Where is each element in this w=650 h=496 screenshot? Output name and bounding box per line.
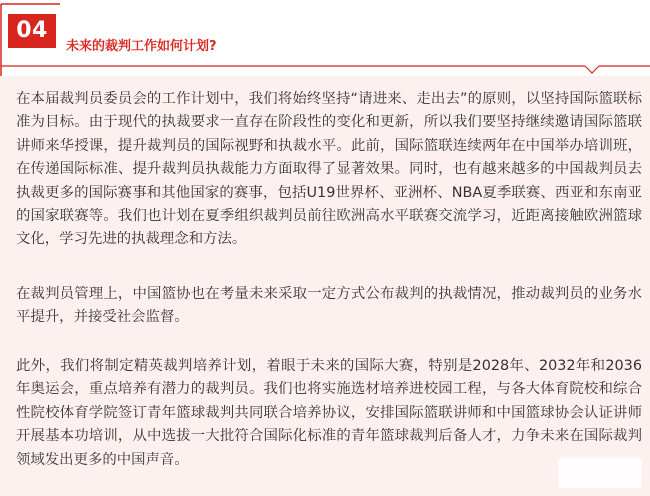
section-title: 未来的裁判工作如何计划? [66,39,217,54]
section-header [0,0,650,76]
paragraph-elite-training: 此外，我们将制定精英裁判培养计划，着眼于未来的国际大赛，特别是2028年、2032年和2036年奥运会，重点培养有潜力的裁判员。我们也将实施选材培养进校园工程，与各大体育院校和综合性院校体育学院签订青年篮球裁判共同联合培养协议，安排国际篮联讲师和中国篮球协会认证讲师开展基本功培训，从中选拔一大批符合国际化标准的青年篮球裁判后备人才，力争未来在国际裁判领域发出更多的中国声音。 [16,358,642,468]
section-number-badge: 04 [8,14,56,48]
content-area [0,76,650,496]
watermark-mask [558,458,642,488]
paragraph-plan: 在本届裁判员委员会的工作计划中，我们将始终坚持“请进来、走出去”的原则，以坚持国际篮联标准为目标。由于现代的执裁要求一直存在阶段性的变化和更新，所以我们要坚持继续邀请国际篮联讲师来华授课，提升裁判员的国际视野和执裁水平。此前，国际篮联连续两年在中国举办培训班，在传递国际标准、提升裁判员执裁能力方面取得了显著效果。同时，也有越来越多的中国裁判员去执裁更多的国际赛事和其他国家的赛事，包括U19世界杯、亚洲杯、NBA夏季联赛、西亚和东南亚的国家联赛等。我们也计划在夏季组织裁判员前往欧洲高水平联赛交流学习，近距离接触欧洲篮球文化，学习先进的执裁理念和方法。 [16,91,642,248]
paragraph-management: 在裁判员管理上，中国篮协也在考量未来采取一定方式公布裁判的执裁情况，推动裁判员的业务水平提升，并接受社会监督。 [16,286,642,326]
